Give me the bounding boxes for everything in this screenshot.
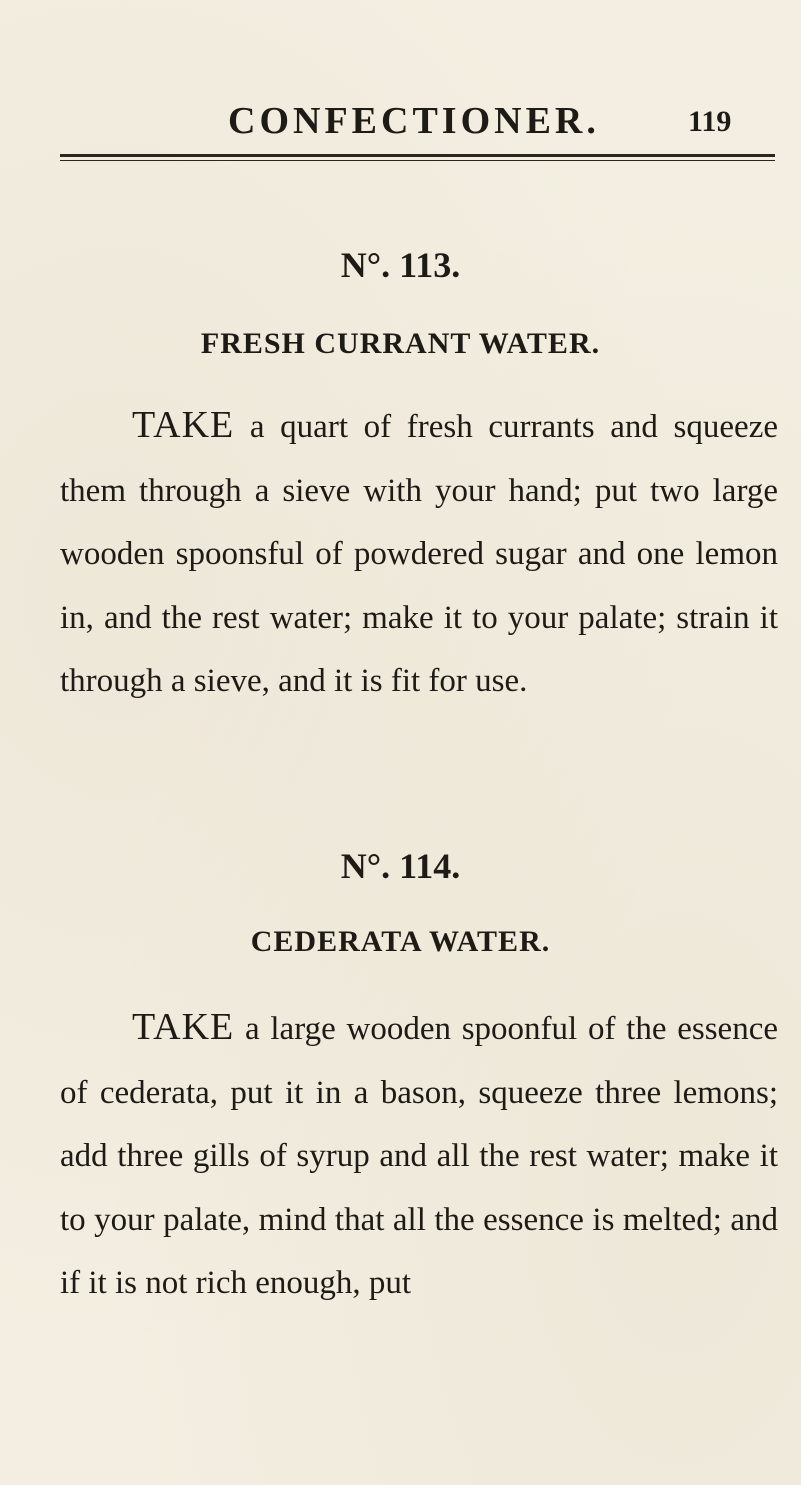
recipe-text [60, 996, 778, 1316]
recipe-title: CEDERATA WATER. [250, 925, 551, 958]
running-head: CONFECTIONER. [228, 100, 600, 142]
recipe-number: N°. 113. [340, 245, 461, 285]
page-header [0, 96, 801, 146]
recipe-body-text: a quart of fresh currants and squeeze them through a sieve with your hand; put two large wooden spoonsful of powdered sugar and one lemon in, and the rest water; make it to your palate; strain it through a sieve, and it is fit for use. [60, 409, 778, 699]
header-rule [60, 154, 775, 161]
recipe-lead-word: TAKE [132, 404, 235, 446]
recipe-lead-word: TAKE [132, 1006, 235, 1048]
recipe-text [60, 394, 778, 714]
recipe-number: N°. 114. [340, 846, 461, 886]
page-number: 119 [688, 105, 732, 138]
recipe-body-text: a large wooden spoonful of the essence of cederata, put it in a bason, squeeze three lemons; add three gills of syrup and all the rest water; make it to your palate, mind that all the essence is melted; and if it is not rich enough, put [60, 1011, 778, 1301]
recipe-title: FRESH CURRANT WATER. [200, 327, 601, 360]
